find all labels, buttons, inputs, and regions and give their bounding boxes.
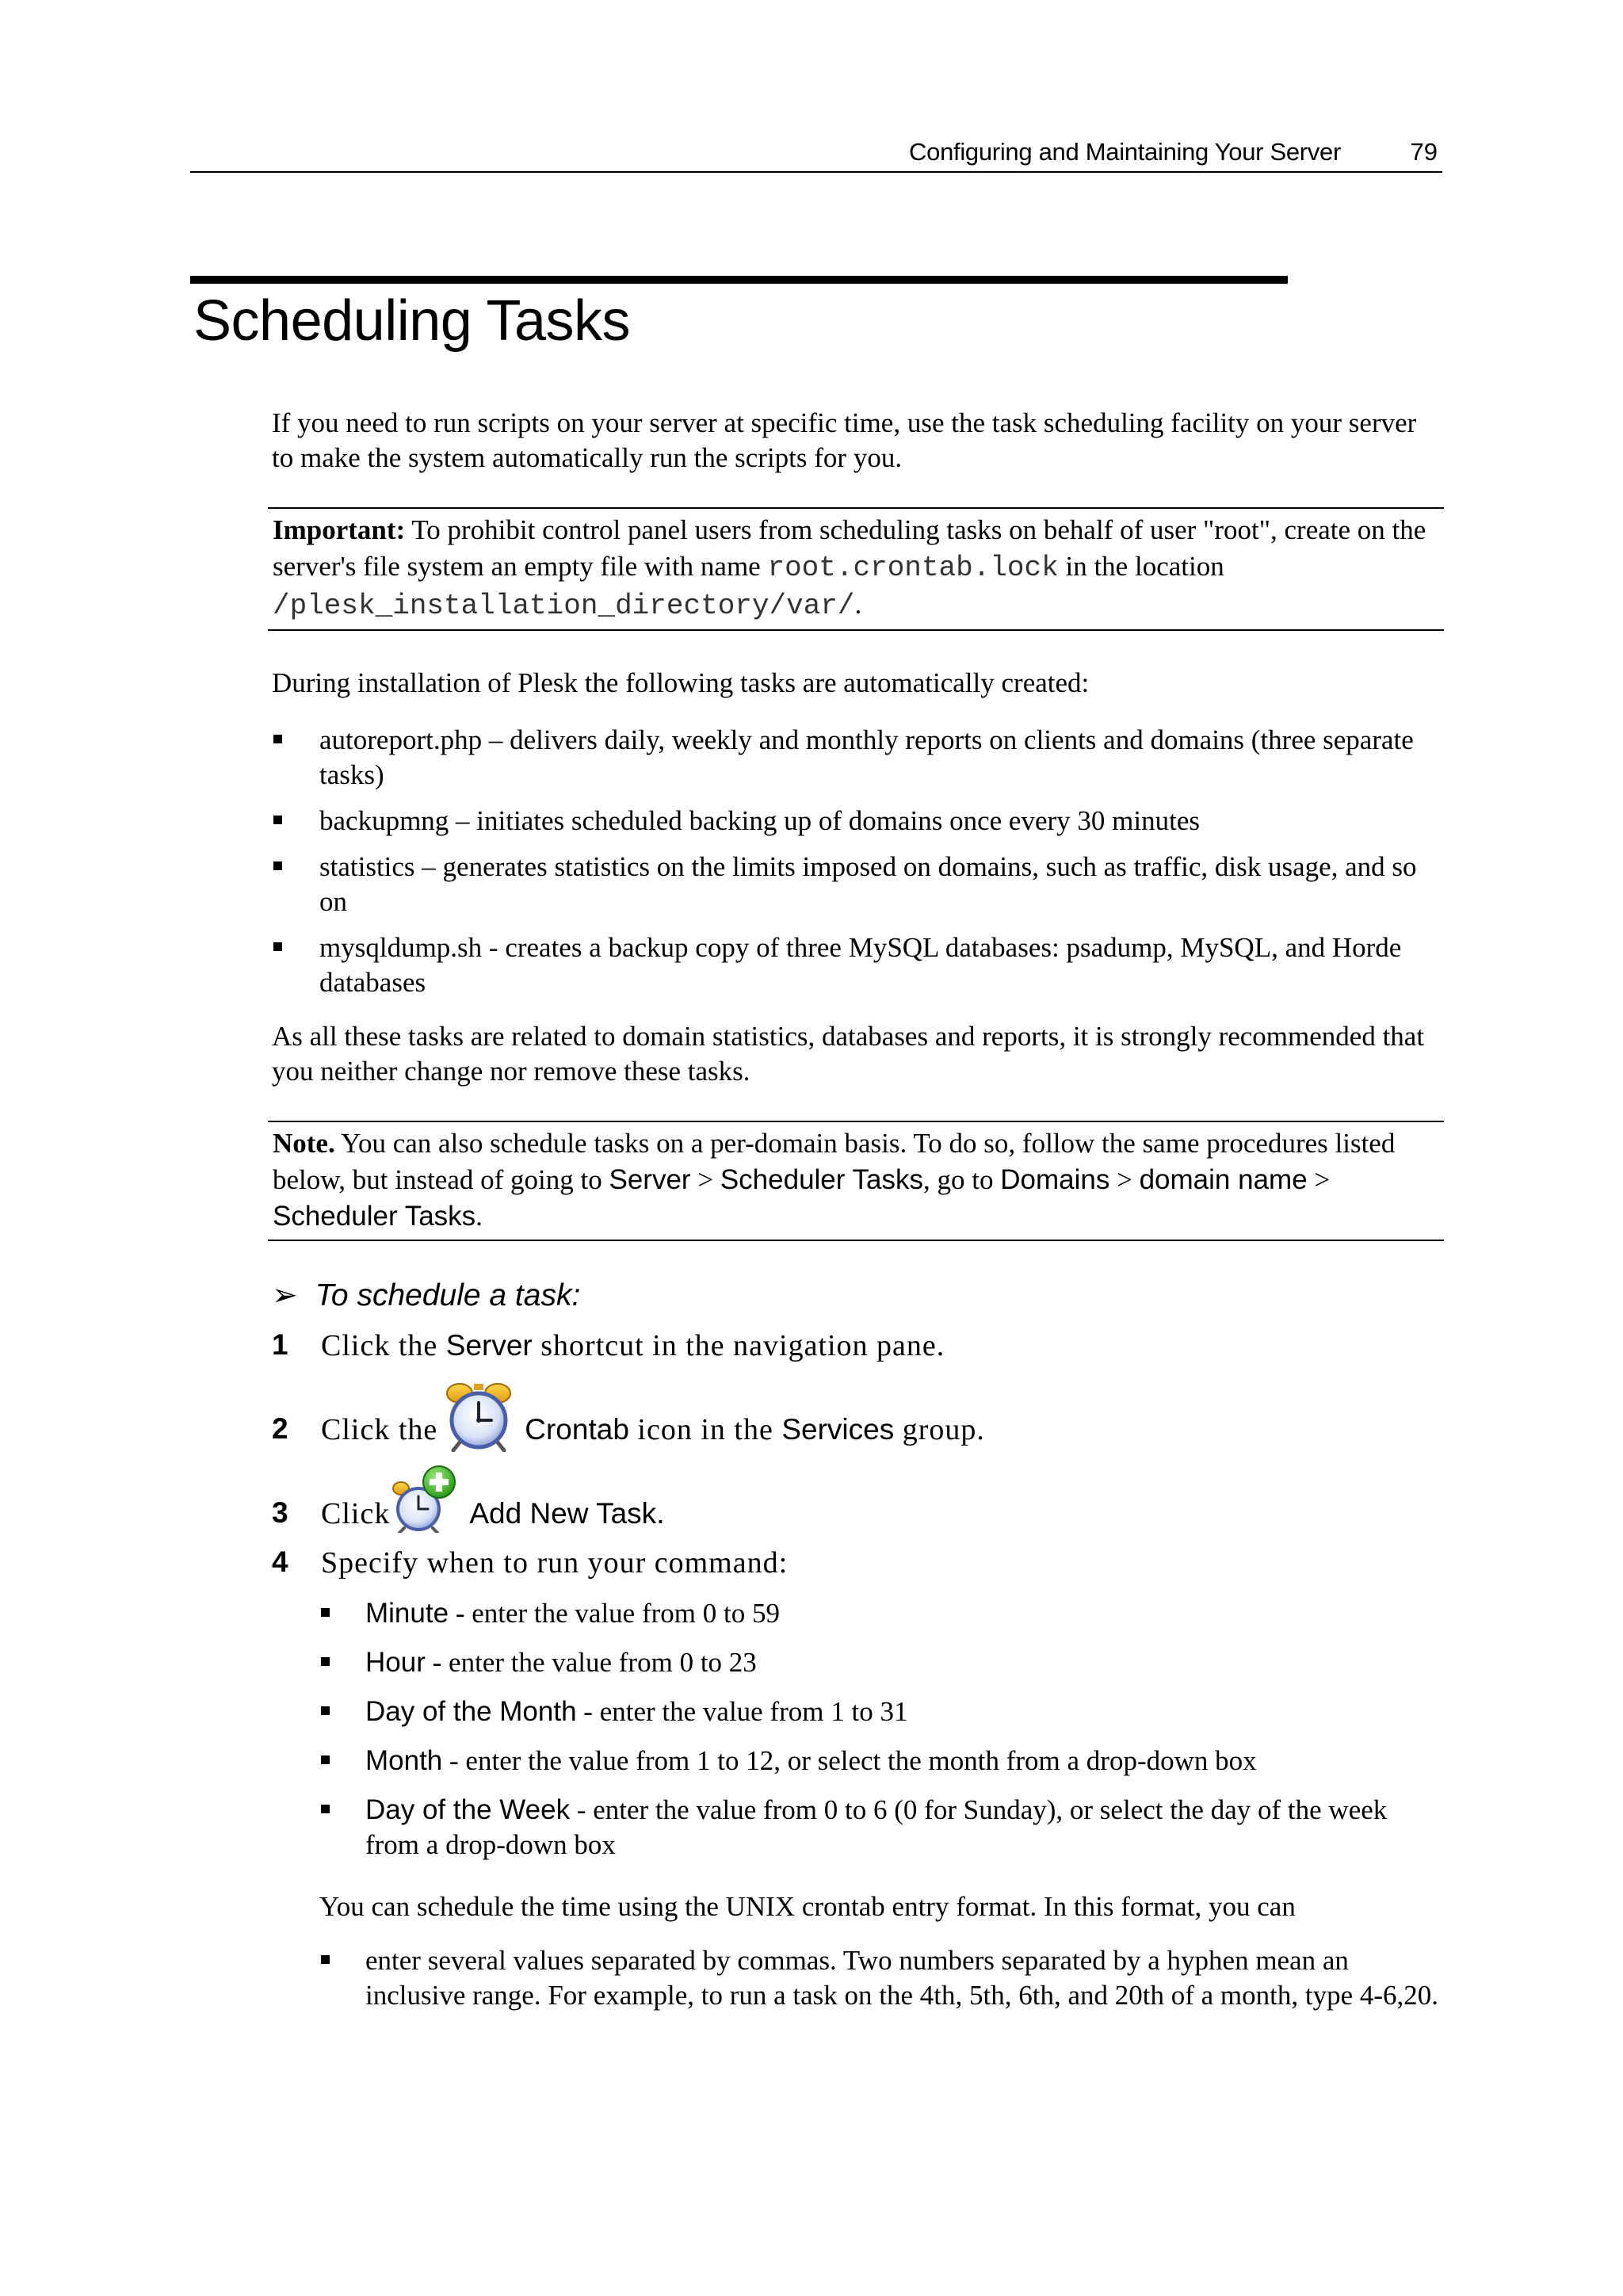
note-box — [268, 1121, 1444, 1241]
important-box — [268, 507, 1444, 631]
note-separator: > — [690, 1164, 720, 1195]
field-name: Minute — [365, 1598, 449, 1629]
field-name: Month — [365, 1745, 443, 1776]
step-number: 4 — [272, 1545, 288, 1578]
procedure-arrow-icon: ➢ — [272, 1278, 298, 1312]
list-item: autoreport.php – delivers daily, weekly and monthly reports on clients and domains (three separate tasks) — [272, 723, 1443, 793]
list-item: mysqldump.sh - creates a backup copy of three MySQL databases: psadump, MySQL, and Horde databases — [272, 930, 1443, 1000]
recommend-paragraph: As all these tasks are related to domain statistics, databases and reports, it is strongly recommended that you neither change nor remove these tasks. — [272, 1021, 1425, 1087]
step-ui-crontab: Crontab — [525, 1413, 629, 1446]
list-item: statistics – generates statistics on the limits imposed on domains, such as traffic, disk usage, and so on — [272, 850, 1443, 919]
field-desc: - enter the value from 0 to 23 — [425, 1647, 757, 1678]
procedure-title — [272, 1278, 580, 1313]
step-number: 3 — [272, 1496, 288, 1529]
step-text: icon in the — [628, 1413, 782, 1446]
step-number: 2 — [272, 1412, 288, 1445]
list-item — [319, 1596, 1445, 1631]
step-text: shortcut in the navigation pane. — [532, 1329, 945, 1362]
note-text-2: , go to — [923, 1164, 1001, 1195]
time-fields-list — [319, 1596, 1445, 1878]
important-label: Important: — [273, 514, 406, 545]
step-text: group. — [894, 1413, 985, 1446]
alarm-clock-icon — [442, 1379, 515, 1460]
running-header — [190, 135, 1442, 173]
step-text: Click the — [321, 1329, 446, 1362]
heading-rule — [190, 276, 1288, 284]
step-text: Specify when to run your command: — [321, 1546, 789, 1580]
step-text: Click the — [321, 1413, 438, 1446]
important-text-1: To prohibit control panel users from scheduling tasks on behalf of user "root", create on the server's file system an empty file with name — [273, 514, 1426, 582]
important-path: /plesk_installation_directory/var/ — [273, 590, 855, 622]
auto-tasks-list — [272, 723, 1443, 1011]
step-ui-services: Services — [781, 1413, 895, 1446]
step-text: Click — [321, 1497, 391, 1530]
running-header-title: Configuring and Maintaining Your Server — [909, 138, 1341, 166]
procedure-title-text: To schedule a task: — [315, 1278, 581, 1312]
list-item — [319, 1645, 1445, 1680]
note-ui-scheduler-tasks-2: Scheduler Tasks — [273, 1201, 476, 1232]
note-separator: > — [1109, 1164, 1140, 1195]
note-ui-scheduler-tasks: Scheduler Tasks — [720, 1164, 923, 1195]
step-text: . — [656, 1497, 666, 1530]
field-desc: - enter the value from 1 to 12, or select the month from a drop-down box — [442, 1745, 1257, 1776]
field-desc: - enter the value from 0 to 59 — [449, 1598, 780, 1629]
list-item — [319, 1744, 1445, 1778]
note-ui-domains: Domains — [1000, 1164, 1110, 1195]
page-number: 79 — [1410, 138, 1438, 166]
important-filename: root.crontab.lock — [767, 552, 1059, 584]
step-ui-server: Server — [445, 1329, 533, 1362]
important-text-2: in the location — [1058, 551, 1224, 582]
field-name: Day of the Week — [365, 1794, 571, 1825]
step-number: 1 — [272, 1328, 288, 1361]
intro-paragraph: If you need to run scripts on your server at specific time, use the task scheduling facility on your server to make the system automatically run the scripts for you. — [272, 407, 1417, 473]
list-item — [319, 1694, 1445, 1729]
list-item — [319, 1793, 1445, 1862]
field-name: Day of the Month — [365, 1696, 577, 1727]
note-ui-server: Server — [609, 1164, 691, 1195]
crontab-intro: You can schedule the time using the UNIX crontab entry format. In this format, you can — [319, 1891, 1296, 1922]
field-name: Hour — [365, 1647, 426, 1678]
important-text-3: . — [854, 589, 862, 620]
field-desc: - enter the value from 1 to 31 — [576, 1696, 908, 1727]
note-ui-domain-name: domain name — [1139, 1164, 1308, 1195]
field-desc: - enter the value from 0 to 6 (0 for Sunday), or select the day of the week from a drop-down box — [365, 1794, 1388, 1860]
crontab-list — [319, 1943, 1445, 2029]
note-text-3: . — [475, 1201, 483, 1232]
list-item: enter several values separated by commas. Two numbers separated by a hyphen mean an inclusive range. For example, to run a task on the 4th, 5th, 6th, and 20th of a month, type 4-6,20. — [319, 1943, 1445, 2013]
page-title: Scheduling Tasks — [193, 289, 631, 353]
install-intro: During installation of Plesk the following tasks are automatically created: — [272, 667, 1090, 698]
step-ui-add-new-task: Add New Task — [469, 1497, 657, 1530]
add-task-clock-icon — [390, 1465, 458, 1541]
list-item: backupmng – initiates scheduled backing up of domains once every 30 minutes — [272, 804, 1443, 839]
note-text-1: You can also schedule tasks on a per-domain basis. To do so, follow the same procedures listed below, but instead of going to — [273, 1128, 1396, 1195]
note-label: Note. — [273, 1128, 335, 1159]
note-separator: > — [1307, 1164, 1331, 1195]
